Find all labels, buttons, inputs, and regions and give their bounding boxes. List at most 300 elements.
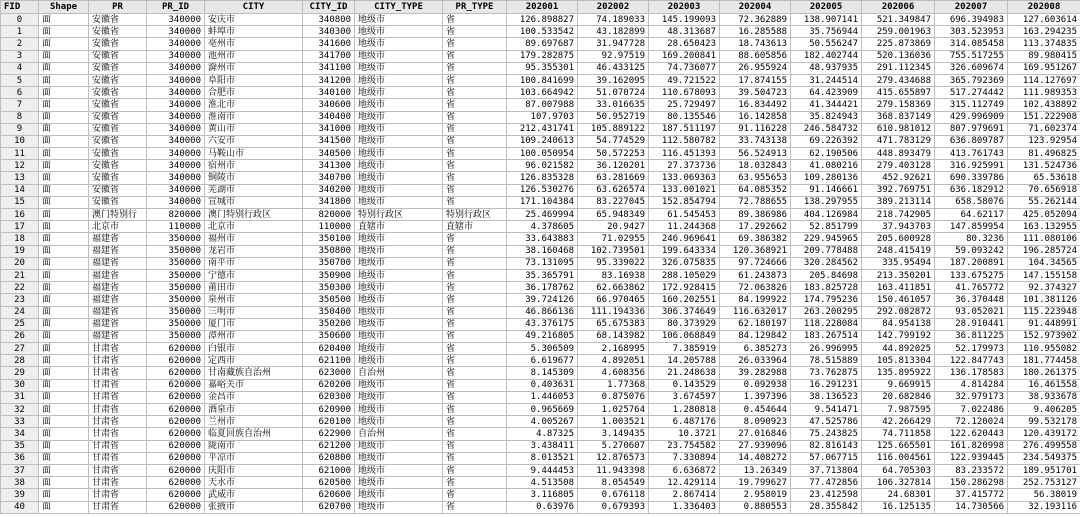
cell-pr-id[interactable]: 350000	[147, 269, 205, 281]
table-row[interactable]	[1, 464, 1080, 476]
table-row[interactable]	[1, 74, 1080, 86]
cell-202005[interactable]: 41.344421	[791, 99, 862, 111]
cell-city[interactable]: 平凉市	[205, 452, 303, 464]
cell-202007[interactable]: 122.847743	[935, 355, 1008, 367]
cell-202008[interactable]: 123.92954	[1008, 135, 1080, 147]
table-row[interactable]	[1, 294, 1080, 306]
cell-202004[interactable]: 2.958019	[720, 489, 791, 501]
cell-202003[interactable]: 61.545453	[649, 209, 720, 221]
cell-202003[interactable]: 10.3721	[649, 428, 720, 440]
cell-pr-type[interactable]: 省	[443, 318, 507, 330]
cell-202007[interactable]: 690.339786	[935, 172, 1008, 184]
cell-shape[interactable]: 面	[39, 111, 89, 123]
cell-202008[interactable]: 101.381126	[1008, 294, 1080, 306]
cell-city[interactable]: 马鞍山市	[205, 148, 303, 160]
cell-202005[interactable]: 31.244514	[791, 74, 862, 86]
cell-fid[interactable]: 39	[1, 489, 39, 501]
cell-city-type[interactable]: 自治州	[355, 367, 443, 379]
cell-202006[interactable]: 521.349847	[862, 14, 935, 26]
cell-202007[interactable]: 517.274442	[935, 87, 1008, 99]
cell-fid[interactable]: 1	[1, 26, 39, 38]
cell-202002[interactable]: 0.676118	[578, 489, 649, 501]
cell-shape[interactable]: 面	[39, 209, 89, 221]
cell-pr-type[interactable]: 省	[443, 99, 507, 111]
cell-202007[interactable]: 303.523953	[935, 26, 1008, 38]
cell-pr-type[interactable]: 省	[443, 306, 507, 318]
cell-city-id[interactable]: 350600	[303, 330, 355, 342]
cell-202002[interactable]: 1.003521	[578, 416, 649, 428]
cell-pr-type[interactable]: 省	[443, 160, 507, 172]
cell-202007[interactable]: 32.979173	[935, 391, 1008, 403]
column-header-202008[interactable]: 202008	[1008, 1, 1080, 14]
cell-city[interactable]: 张掖市	[205, 501, 303, 513]
cell-city[interactable]: 甘南藏族自治州	[205, 367, 303, 379]
cell-202005[interactable]: 23.412598	[791, 489, 862, 501]
cell-city-id[interactable]: 621200	[303, 440, 355, 452]
cell-city-type[interactable]: 地级市	[355, 87, 443, 99]
table-row[interactable]	[1, 440, 1080, 452]
cell-202005[interactable]: 16.291231	[791, 379, 862, 391]
cell-202003[interactable]: 288.105029	[649, 269, 720, 281]
cell-202001[interactable]: 95.355301	[507, 62, 578, 74]
cell-202006[interactable]: 7.987595	[862, 404, 935, 416]
column-header-202006[interactable]: 202006	[862, 1, 935, 14]
cell-202008[interactable]: 276.499558	[1008, 440, 1080, 452]
cell-pr[interactable]: 福建省	[89, 306, 147, 318]
cell-city-id[interactable]: 350200	[303, 318, 355, 330]
cell-202001[interactable]: 126.835328	[507, 172, 578, 184]
cell-202003[interactable]: 48.313687	[649, 26, 720, 38]
cell-202003[interactable]: 25.729497	[649, 99, 720, 111]
cell-city[interactable]: 漳州市	[205, 330, 303, 342]
table-row[interactable]	[1, 123, 1080, 135]
cell-city-type[interactable]: 地级市	[355, 184, 443, 196]
cell-202003[interactable]: 23.754582	[649, 440, 720, 452]
cell-city-type[interactable]: 地级市	[355, 318, 443, 330]
cell-pr[interactable]: 甘肃省	[89, 489, 147, 501]
cell-pr[interactable]: 安徽省	[89, 123, 147, 135]
cell-pr[interactable]: 安徽省	[89, 14, 147, 26]
cell-pr-id[interactable]: 620000	[147, 367, 205, 379]
cell-202004[interactable]: 120.368921	[720, 245, 791, 257]
cell-fid[interactable]: 36	[1, 452, 39, 464]
cell-202005[interactable]: 320.284562	[791, 257, 862, 269]
cell-city-id[interactable]: 341100	[303, 62, 355, 74]
cell-pr[interactable]: 甘肃省	[89, 464, 147, 476]
cell-pr-type[interactable]: 省	[443, 233, 507, 245]
cell-pr-type[interactable]: 直辖市	[443, 221, 507, 233]
table-row[interactable]	[1, 477, 1080, 489]
cell-city-type[interactable]: 地级市	[355, 257, 443, 269]
cell-city-type[interactable]: 地级市	[355, 233, 443, 245]
cell-city[interactable]: 阜阳市	[205, 74, 303, 86]
cell-pr[interactable]: 甘肃省	[89, 501, 147, 513]
cell-202006[interactable]: 610.981012	[862, 123, 935, 135]
cell-202003[interactable]: 306.374649	[649, 306, 720, 318]
cell-fid[interactable]: 20	[1, 257, 39, 269]
cell-202002[interactable]: 8.054549	[578, 477, 649, 489]
cell-city-id[interactable]: 340300	[303, 26, 355, 38]
cell-202007[interactable]: 326.609674	[935, 62, 1008, 74]
cell-fid[interactable]: 37	[1, 464, 39, 476]
cell-city[interactable]: 铜陵市	[205, 172, 303, 184]
cell-pr[interactable]: 福建省	[89, 294, 147, 306]
cell-202004[interactable]: 27.939096	[720, 440, 791, 452]
cell-202001[interactable]: 8.013521	[507, 452, 578, 464]
cell-202004[interactable]: 88.605856	[720, 50, 791, 62]
cell-city-id[interactable]: 620800	[303, 452, 355, 464]
cell-pr-type[interactable]: 省	[443, 489, 507, 501]
table-row[interactable]	[1, 221, 1080, 233]
cell-202006[interactable]: 16.125135	[862, 501, 935, 513]
cell-pr-type[interactable]: 省	[443, 123, 507, 135]
cell-202003[interactable]: 6.487176	[649, 416, 720, 428]
cell-city-id[interactable]: 350300	[303, 282, 355, 294]
cell-city[interactable]: 龙岩市	[205, 245, 303, 257]
cell-pr[interactable]: 安徽省	[89, 111, 147, 123]
cell-city-type[interactable]: 地级市	[355, 404, 443, 416]
cell-202002[interactable]: 111.194336	[578, 306, 649, 318]
cell-pr-id[interactable]: 620000	[147, 379, 205, 391]
cell-202007[interactable]: 36.370448	[935, 294, 1008, 306]
cell-202005[interactable]: 138.297955	[791, 196, 862, 208]
cell-city-id[interactable]: 341500	[303, 135, 355, 147]
cell-pr-type[interactable]: 省	[443, 330, 507, 342]
cell-202004[interactable]: 72.362889	[720, 14, 791, 26]
cell-fid[interactable]: 12	[1, 160, 39, 172]
cell-202001[interactable]: 36.178762	[507, 282, 578, 294]
column-header-pr-id[interactable]: PR_ID	[147, 1, 205, 14]
cell-202001[interactable]: 25.469994	[507, 209, 578, 221]
cell-pr[interactable]: 甘肃省	[89, 416, 147, 428]
cell-fid[interactable]: 19	[1, 245, 39, 257]
cell-pr-type[interactable]: 省	[443, 38, 507, 50]
cell-202005[interactable]: 26.996995	[791, 343, 862, 355]
cell-fid[interactable]: 32	[1, 404, 39, 416]
cell-pr[interactable]: 北京市	[89, 221, 147, 233]
cell-202006[interactable]: 291.112345	[862, 62, 935, 74]
cell-202005[interactable]: 62.190506	[791, 148, 862, 160]
cell-pr-type[interactable]: 省	[443, 135, 507, 147]
cell-city[interactable]: 陇南市	[205, 440, 303, 452]
cell-202008[interactable]: 89.980415	[1008, 50, 1080, 62]
cell-202006[interactable]: 163.411851	[862, 282, 935, 294]
cell-202005[interactable]: 91.146661	[791, 184, 862, 196]
cell-shape[interactable]: 面	[39, 62, 89, 74]
cell-202008[interactable]: 147.155158	[1008, 269, 1080, 281]
cell-city[interactable]: 滁州市	[205, 62, 303, 74]
cell-shape[interactable]: 面	[39, 464, 89, 476]
cell-202003[interactable]: 6.636872	[649, 464, 720, 476]
cell-pr-type[interactable]: 特别行政区	[443, 209, 507, 221]
cell-fid[interactable]: 14	[1, 184, 39, 196]
cell-shape[interactable]: 面	[39, 172, 89, 184]
cell-202003[interactable]: 80.135546	[649, 111, 720, 123]
cell-pr-id[interactable]: 350000	[147, 233, 205, 245]
cell-202005[interactable]: 183.825728	[791, 282, 862, 294]
cell-202005[interactable]: 50.556247	[791, 38, 862, 50]
cell-pr[interactable]: 安徽省	[89, 99, 147, 111]
cell-shape[interactable]: 面	[39, 269, 89, 281]
cell-202002[interactable]: 3.149435	[578, 428, 649, 440]
cell-shape[interactable]: 面	[39, 477, 89, 489]
column-header-202002[interactable]: 202002	[578, 1, 649, 14]
cell-pr-type[interactable]: 省	[443, 282, 507, 294]
cell-202005[interactable]: 73.762875	[791, 367, 862, 379]
cell-city-id[interactable]: 341700	[303, 50, 355, 62]
cell-pr-type[interactable]: 省	[443, 74, 507, 86]
cell-fid[interactable]: 11	[1, 148, 39, 160]
cell-202001[interactable]: 49.216805	[507, 330, 578, 342]
cell-city[interactable]: 池州市	[205, 50, 303, 62]
cell-202007[interactable]: 314.085458	[935, 38, 1008, 50]
cell-city-id[interactable]: 620200	[303, 379, 355, 391]
cell-pr-type[interactable]: 省	[443, 196, 507, 208]
cell-202004[interactable]: 0.454644	[720, 404, 791, 416]
cell-fid[interactable]: 2	[1, 38, 39, 50]
cell-202005[interactable]: 404.126984	[791, 209, 862, 221]
cell-202004[interactable]: 69.386382	[720, 233, 791, 245]
cell-202002[interactable]: 95.339022	[578, 257, 649, 269]
cell-202001[interactable]: 46.866136	[507, 306, 578, 318]
cell-202001[interactable]: 100.533542	[507, 26, 578, 38]
cell-202002[interactable]: 0.679393	[578, 501, 649, 513]
cell-202001[interactable]: 43.376175	[507, 318, 578, 330]
cell-city[interactable]: 庆阳市	[205, 464, 303, 476]
cell-pr-id[interactable]: 350000	[147, 282, 205, 294]
cell-pr[interactable]: 安徽省	[89, 62, 147, 74]
cell-pr[interactable]: 甘肃省	[89, 440, 147, 452]
column-header-city-type[interactable]: CITY_TYPE	[355, 1, 443, 14]
table-row[interactable]	[1, 355, 1080, 367]
cell-pr-id[interactable]: 340000	[147, 50, 205, 62]
cell-202001[interactable]: 126.530276	[507, 184, 578, 196]
cell-pr[interactable]: 甘肃省	[89, 428, 147, 440]
cell-202008[interactable]: 81.496825	[1008, 148, 1080, 160]
cell-202006[interactable]: 42.266429	[862, 416, 935, 428]
cell-shape[interactable]: 面	[39, 391, 89, 403]
cell-shape[interactable]: 面	[39, 160, 89, 172]
cell-city-type[interactable]: 地级市	[355, 452, 443, 464]
cell-202002[interactable]: 1.77368	[578, 379, 649, 391]
cell-city-id[interactable]: 622900	[303, 428, 355, 440]
cell-pr[interactable]: 安徽省	[89, 74, 147, 86]
cell-202002[interactable]: 50.952719	[578, 111, 649, 123]
cell-pr[interactable]: 福建省	[89, 269, 147, 281]
cell-fid[interactable]: 29	[1, 367, 39, 379]
cell-202003[interactable]: 152.854794	[649, 196, 720, 208]
cell-fid[interactable]: 5	[1, 74, 39, 86]
cell-shape[interactable]: 面	[39, 282, 89, 294]
cell-202002[interactable]: 68.143982	[578, 330, 649, 342]
cell-202008[interactable]: 151.222908	[1008, 111, 1080, 123]
cell-city-type[interactable]: 地级市	[355, 99, 443, 111]
cell-202008[interactable]: 38.933678	[1008, 391, 1080, 403]
cell-202003[interactable]: 14.205788	[649, 355, 720, 367]
cell-202001[interactable]: 1.446053	[507, 391, 578, 403]
cell-pr[interactable]: 安徽省	[89, 50, 147, 62]
cell-202003[interactable]: 28.650423	[649, 38, 720, 50]
cell-202005[interactable]: 263.200295	[791, 306, 862, 318]
cell-202002[interactable]: 105.889122	[578, 123, 649, 135]
cell-city-id[interactable]: 620600	[303, 489, 355, 501]
cell-pr[interactable]: 安徽省	[89, 38, 147, 50]
cell-pr-type[interactable]: 省	[443, 172, 507, 184]
cell-pr[interactable]: 福建省	[89, 330, 147, 342]
cell-pr-type[interactable]: 省	[443, 111, 507, 123]
cell-202002[interactable]: 83.227045	[578, 196, 649, 208]
cell-202001[interactable]: 4.513508	[507, 477, 578, 489]
cell-202007[interactable]: 658.58076	[935, 196, 1008, 208]
cell-shape[interactable]: 面	[39, 416, 89, 428]
cell-city-type[interactable]: 地级市	[355, 111, 443, 123]
cell-202007[interactable]: 4.814284	[935, 379, 1008, 391]
cell-202004[interactable]: 26.033964	[720, 355, 791, 367]
cell-202004[interactable]: 63.955653	[720, 172, 791, 184]
cell-shape[interactable]: 面	[39, 404, 89, 416]
cell-202007[interactable]: 72.120024	[935, 416, 1008, 428]
cell-city-id[interactable]: 340800	[303, 14, 355, 26]
cell-pr-id[interactable]: 340000	[147, 184, 205, 196]
cell-city-id[interactable]: 341800	[303, 196, 355, 208]
cell-fid[interactable]: 28	[1, 355, 39, 367]
cell-city-id[interactable]: 340400	[303, 111, 355, 123]
cell-pr[interactable]: 甘肃省	[89, 391, 147, 403]
cell-202001[interactable]: 35.365791	[507, 269, 578, 281]
cell-shape[interactable]: 面	[39, 50, 89, 62]
cell-202006[interactable]: 368.837149	[862, 111, 935, 123]
cell-202008[interactable]: 65.53618	[1008, 172, 1080, 184]
cell-fid[interactable]: 30	[1, 379, 39, 391]
cell-city-id[interactable]: 350500	[303, 294, 355, 306]
cell-202005[interactable]: 77.472856	[791, 477, 862, 489]
cell-202004[interactable]: 72.788655	[720, 196, 791, 208]
cell-202007[interactable]: 636.809787	[935, 135, 1008, 147]
cell-city-type[interactable]: 地级市	[355, 294, 443, 306]
cell-fid[interactable]: 25	[1, 318, 39, 330]
cell-202006[interactable]: 105.813304	[862, 355, 935, 367]
cell-202002[interactable]: 102.739501	[578, 245, 649, 257]
cell-city-type[interactable]: 地级市	[355, 464, 443, 476]
cell-202008[interactable]: 111.080106	[1008, 233, 1080, 245]
table-row[interactable]	[1, 99, 1080, 111]
cell-city[interactable]: 六安市	[205, 135, 303, 147]
cell-city-type[interactable]: 地级市	[355, 135, 443, 147]
cell-city-id[interactable]: 110000	[303, 221, 355, 233]
cell-202004[interactable]: 16.285588	[720, 26, 791, 38]
cell-202008[interactable]: 92.374327	[1008, 282, 1080, 294]
cell-city-type[interactable]: 地级市	[355, 501, 443, 513]
table-row[interactable]	[1, 330, 1080, 342]
column-header-202007[interactable]: 202007	[935, 1, 1008, 14]
cell-city-id[interactable]: 820000	[303, 209, 355, 221]
cell-202003[interactable]: 160.202551	[649, 294, 720, 306]
cell-202004[interactable]: 64.085352	[720, 184, 791, 196]
cell-202001[interactable]: 126.898827	[507, 14, 578, 26]
cell-202002[interactable]: 2.168995	[578, 343, 649, 355]
cell-202008[interactable]: 102.438892	[1008, 99, 1080, 111]
cell-202003[interactable]: 21.248638	[649, 367, 720, 379]
cell-202002[interactable]: 50.572253	[578, 148, 649, 160]
cell-city[interactable]: 临夏回族自治州	[205, 428, 303, 440]
cell-202002[interactable]: 65.675383	[578, 318, 649, 330]
cell-202008[interactable]: 9.406205	[1008, 404, 1080, 416]
cell-202006[interactable]: 520.136036	[862, 50, 935, 62]
cell-202001[interactable]: 9.444453	[507, 464, 578, 476]
cell-shape[interactable]: 面	[39, 233, 89, 245]
cell-202006[interactable]: 279.158369	[862, 99, 935, 111]
cell-202006[interactable]: 205.600928	[862, 233, 935, 245]
cell-202001[interactable]: 212.431741	[507, 123, 578, 135]
table-row[interactable]	[1, 404, 1080, 416]
cell-shape[interactable]: 面	[39, 87, 89, 99]
cell-shape[interactable]: 面	[39, 99, 89, 111]
cell-shape[interactable]: 面	[39, 343, 89, 355]
cell-202004[interactable]: 84.199922	[720, 294, 791, 306]
cell-202008[interactable]: 127.603614	[1008, 14, 1080, 26]
cell-city-type[interactable]: 地级市	[355, 489, 443, 501]
cell-202008[interactable]: 163.294235	[1008, 26, 1080, 38]
cell-fid[interactable]: 23	[1, 294, 39, 306]
cell-202005[interactable]: 9.541471	[791, 404, 862, 416]
cell-202007[interactable]: 755.517255	[935, 50, 1008, 62]
cell-pr-type[interactable]: 省	[443, 87, 507, 99]
cell-pr-type[interactable]: 省	[443, 477, 507, 489]
cell-202008[interactable]: 181.774458	[1008, 355, 1080, 367]
cell-city-type[interactable]: 特别行政区	[355, 209, 443, 221]
cell-202007[interactable]: 122.939445	[935, 452, 1008, 464]
cell-202003[interactable]: 7.330894	[649, 452, 720, 464]
cell-202006[interactable]: 74.711858	[862, 428, 935, 440]
cell-202005[interactable]: 118.228084	[791, 318, 862, 330]
cell-202005[interactable]: 69.226392	[791, 135, 862, 147]
cell-202007[interactable]: 807.979691	[935, 123, 1008, 135]
cell-city-id[interactable]: 340500	[303, 148, 355, 160]
cell-202001[interactable]: 3.116805	[507, 489, 578, 501]
cell-202007[interactable]: 696.394983	[935, 14, 1008, 26]
column-header-pr-type[interactable]: PR_TYPE	[443, 1, 507, 14]
table-row[interactable]	[1, 391, 1080, 403]
table-row[interactable]	[1, 257, 1080, 269]
cell-202007[interactable]: 7.022486	[935, 404, 1008, 416]
cell-202004[interactable]: 97.724666	[720, 257, 791, 269]
cell-pr[interactable]: 甘肃省	[89, 355, 147, 367]
table-row[interactable]	[1, 87, 1080, 99]
cell-202002[interactable]: 62.663862	[578, 282, 649, 294]
cell-shape[interactable]: 面	[39, 367, 89, 379]
cell-fid[interactable]: 22	[1, 282, 39, 294]
cell-pr-id[interactable]: 340000	[147, 160, 205, 172]
cell-202003[interactable]: 49.721522	[649, 74, 720, 86]
cell-pr-type[interactable]: 省	[443, 416, 507, 428]
cell-pr-type[interactable]: 省	[443, 464, 507, 476]
cell-202005[interactable]: 78.515889	[791, 355, 862, 367]
cell-fid[interactable]: 40	[1, 501, 39, 513]
cell-202004[interactable]: 16.834492	[720, 99, 791, 111]
table-row[interactable]	[1, 184, 1080, 196]
cell-202006[interactable]: 64.705303	[862, 464, 935, 476]
cell-shape[interactable]: 面	[39, 221, 89, 233]
cell-202008[interactable]: 71.602374	[1008, 123, 1080, 135]
table-row[interactable]	[1, 416, 1080, 428]
cell-pr-id[interactable]: 620000	[147, 404, 205, 416]
cell-202001[interactable]: 89.697687	[507, 38, 578, 50]
cell-202002[interactable]: 20.9427	[578, 221, 649, 233]
cell-202002[interactable]: 5.270607	[578, 440, 649, 452]
cell-shape[interactable]: 面	[39, 135, 89, 147]
cell-fid[interactable]: 21	[1, 269, 39, 281]
cell-fid[interactable]: 26	[1, 330, 39, 342]
